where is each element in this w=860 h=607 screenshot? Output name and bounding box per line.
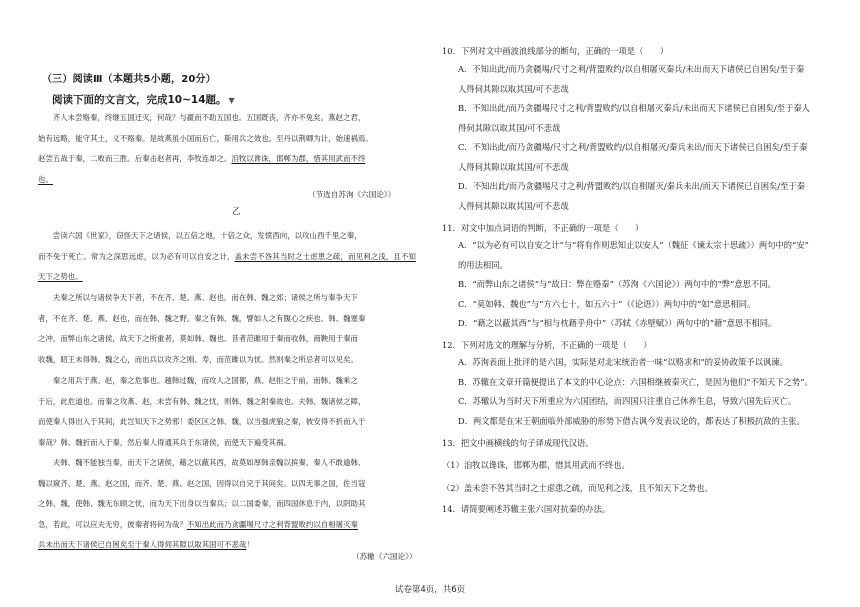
option-label: D．	[458, 415, 473, 426]
text-b-line: 而使秦人得出入于其间，此岂知天下之势邪！委区区之韩、魏，以当强虎狼之秦，彼安得不折而入于	[38, 417, 366, 426]
option-text: 不知出此/而乃贪疆埸尺寸之利/背盟败约/以自相屠灭/秦兵未出/而天下诸侯已自困矣/至于秦	[472, 181, 806, 191]
option-text: 苏洵表面上批评的是六国，实际是对北宋统治者一味“以赂求和”的妥协政策予以讽谏。	[472, 357, 788, 367]
option-text: 人得伺其隙以取其国/可不悲哉	[458, 83, 569, 94]
text-b-paragraph-1	[38, 226, 416, 288]
instruction-text: 阅读下面的文言文，完成10~14题。	[52, 94, 227, 106]
question-11-stem: 11．对文中加点词语的判断，不正确的一项是（ ）	[442, 223, 644, 233]
q10-option-d[interactable]	[458, 177, 846, 216]
text-b-line-mixed	[38, 247, 416, 288]
text-b-paragraph-4	[38, 453, 416, 556]
option-label: B．	[458, 376, 473, 387]
option-text: 不知出此/而乃贪疆埸/尺寸之利/背盟败约/以自相屠灭秦兵/未出而天下诸侯已自困矣/至于秦	[472, 64, 805, 74]
question-10-stem: 10．下列对文中画波浪线部分的断句，正确的一项是（ ）	[442, 46, 669, 56]
option-text: 人得伺其隙以取其国/可不悲哉	[458, 161, 569, 172]
wavy-underlined-sentence-a: 不知出此而乃贪疆埸尺寸之利背盟败约以自相屠灭秦	[186, 519, 358, 529]
option-label: B．	[458, 279, 473, 289]
option-text: 人得伺其隙以取其国/可不悲哉	[458, 200, 569, 211]
q12-option-b[interactable]	[458, 373, 846, 393]
option-text: 苏辙在文章开篇便提出了本文的中心论点：六国相继被秦灭亡，是因为他们“不知天下之势”。	[472, 376, 813, 387]
text-a-line: 赵尝五战于秦，二败而三胜。后秦击赵者再，李牧连却之。	[38, 154, 232, 163]
option-text: “藉之以蔽其西”与“相与枕藉乎舟中”（苏轼《赤壁赋》）两句中的“藉”意思不相同。	[472, 318, 777, 328]
section-title: （三）阅读Ⅲ（本题共5小题，20分）	[42, 74, 216, 85]
text-b-line: 之韩、魏，使韩、魏无东顾之忧，而为天下出身以当秦兵；以二国委秦，而四国休息于内，以阴助其	[38, 499, 366, 508]
question-13-stem: 13．把文中画横线的句子译成现代汉语。	[442, 438, 594, 448]
text-a-paragraph	[38, 108, 416, 190]
q11-option-c[interactable]	[458, 295, 846, 315]
page-footer: 试卷第4页，共6页	[394, 585, 466, 595]
option-label: A．	[458, 240, 473, 250]
q11-option-a[interactable]	[458, 236, 846, 275]
q11-option-b[interactable]	[458, 275, 846, 295]
option-text: 不知出此/而乃贪疆埸尺寸之利/背盟败约/以自相屠灭秦兵/未出而天下诸侯已自困矣/至于秦人	[472, 103, 810, 113]
text-a-line-mixed	[38, 149, 416, 170]
text-b-end-punct: ！	[246, 540, 254, 549]
text-b-line: 而不免于死亡。常为之深思远虑，以为必有可以自安之计，	[38, 251, 235, 261]
text-b-line: 之冲，而弊山东之诸侯，故天下之所重者，莫如韩、魏也。昔者范雎用于秦而收韩，商鞅用于秦而	[38, 334, 358, 343]
text-b-line: 于后，此危道也。而秦之攻燕、赵，未尝有韩、魏之忧，则韩、魏之附秦故也。夫韩、魏诸侯之障，	[38, 396, 366, 406]
text-b-paragraph-3	[38, 371, 416, 453]
option-text: “以为必有可以自安之计”与“将有作则思知止以安人”（魏征《谏太宗十思疏》）两句中的“安”	[472, 240, 809, 250]
q10-option-a[interactable]	[458, 60, 846, 99]
text-b-line: 魏以窥齐、楚、燕、赵之国，而齐、楚、燕、赵之国，因得以自完于其间矣。以四无事之国，佐当寇	[38, 478, 366, 488]
option-text: 苏辙认为当时天下所重应为六国团结，而四国只注重自己休养生息，导致六国先后灭亡。	[472, 396, 797, 406]
text-a-line: 始有远略，能守其土，义不赂秦。是故燕虽小国而后亡，斯用兵之效也。至丹以荆卿为计，始速祸焉。	[38, 133, 373, 143]
underlined-sentence-1b: 也。	[38, 174, 53, 184]
option-text: 得伺其隙以取其国/可不悲哉	[458, 122, 561, 133]
text-a-line: 齐人未尝赂秦，终继五国迁灭，何哉？与嬴而不助五国也。五国既丧，齐亦不免矣。燕赵之君，	[52, 113, 366, 122]
reading-instruction	[52, 92, 235, 107]
q10-option-b[interactable]	[458, 99, 846, 138]
option-label: C．	[458, 396, 473, 406]
question-14-stem: 14．请简要阐述苏辙主张六国对抗秦的办法。	[442, 504, 611, 514]
q10-option-c[interactable]	[458, 138, 846, 177]
text-b-line: 夫秦之所以与诸侯争天下者，不在齐、楚、燕、赵也，而在韩、魏之郊；诸侯之所与秦争天下	[52, 293, 358, 302]
wavy-underlined-sentence-b: 兵未出而天下诸侯已自困矣至于秦人得伺其隙以取其国可不悲哉	[38, 540, 247, 549]
option-label: A．	[458, 64, 473, 74]
option-text: “而弊山东之诸侯”与“故曰：弊在赂秦”（苏洵《六国论》）两句中的“弊”意思不同。	[472, 279, 776, 289]
option-text: “莫如韩、魏也”与“方六七十，如五六十”（《论语》）两句中的“如”意思相同。	[472, 298, 756, 309]
underlined-sentence-2: 盖未尝不咎其当时之士虑患之疏，而见利之浅，且不知天下之势也。	[38, 251, 416, 281]
text-b-line: 秦之用兵于燕、赵，秦之危事也。越韩过魏，而攻人之国都，燕、赵拒之于前，而韩、魏乘之	[52, 376, 358, 385]
question-10-options	[458, 60, 846, 216]
q12-option-d[interactable]	[458, 412, 846, 432]
q13-item-2: （2）盖未尝不咎其当时之士虑患之疏，而见利之浅，且不知天下之势也。	[442, 483, 713, 493]
option-label: D．	[458, 181, 473, 191]
option-label: D．	[458, 318, 473, 328]
text-b-line: 秦哉？韩、魏折而入于秦，然后秦人得通其兵于东诸侯，而使天下遍受其祸。	[38, 437, 291, 447]
option-text: 两文都是在宋王朝面临外部威胁的形势下借古讽今发表议论的，都表达了积极抗敌的主张。	[472, 415, 805, 426]
question-13-items	[442, 454, 837, 500]
text-a-line-end	[38, 170, 416, 191]
text-b-line: 收魏，昭王未得韩、魏之心，而出兵以攻齐之刚、寿，而范雎以为忧。然则秦之所忌者可以见矣。	[38, 354, 358, 364]
option-text: 不知出此/而乃贪疆埸/尺寸之利/背盟败约/以自相屠灭/秦兵未出/而天下诸侯已自困矣/至于秦	[472, 142, 808, 152]
text-b-line: 夫韩、魏不能独当秦，而天下之诸侯，藉之以蔽其西，故莫如厚韩亲魏以摈秦。秦人不敢逾韩、	[52, 458, 366, 467]
question-11-options	[458, 236, 846, 334]
q12-option-c[interactable]	[458, 392, 846, 412]
option-label: C．	[458, 142, 473, 152]
text-b-line: 尝读六国《世家》，窃怪天下之诸侯，以五倍之地，十倍之众，发愤西向，以攻山西千里之秦，	[52, 231, 362, 240]
option-label: C．	[458, 298, 473, 309]
text-b-line-mixed	[38, 515, 416, 536]
text-b-label: 乙	[232, 207, 241, 217]
underlined-sentence-1a: 洎牧以谗诛，邯郸为郡，惜其用武而不终	[231, 154, 366, 163]
text-b-source: （苏辙《六国论》）	[352, 552, 417, 561]
question-12-options	[458, 353, 846, 431]
option-text: 的用法相同。	[458, 259, 508, 270]
text-b-line: 急，若此，可以应夫无穷，彼秦者将何为哉？	[38, 519, 187, 529]
question-12-stem: 12．下列对选文的理解与分析，不正确的一项是（ ）	[442, 340, 652, 350]
edit-marker-icon: ▼	[228, 96, 235, 105]
q11-option-d[interactable]	[458, 314, 846, 334]
option-label: A．	[458, 357, 473, 367]
text-a-source: （节选自苏洵《六国论》）	[308, 190, 396, 199]
q13-item-1: （1）洎牧以谗诛，邯郸为郡，惜其用武而不终也。	[442, 460, 630, 470]
text-b-paragraph-2	[38, 288, 416, 370]
option-label: B．	[458, 103, 473, 113]
text-b-line: 者，不在齐、楚、燕、赵也，而在韩、魏之野。秦之有韩、魏，譬如人之有腹心之疾也。韩、魏塞秦	[38, 313, 366, 323]
q12-option-a[interactable]	[458, 353, 846, 373]
